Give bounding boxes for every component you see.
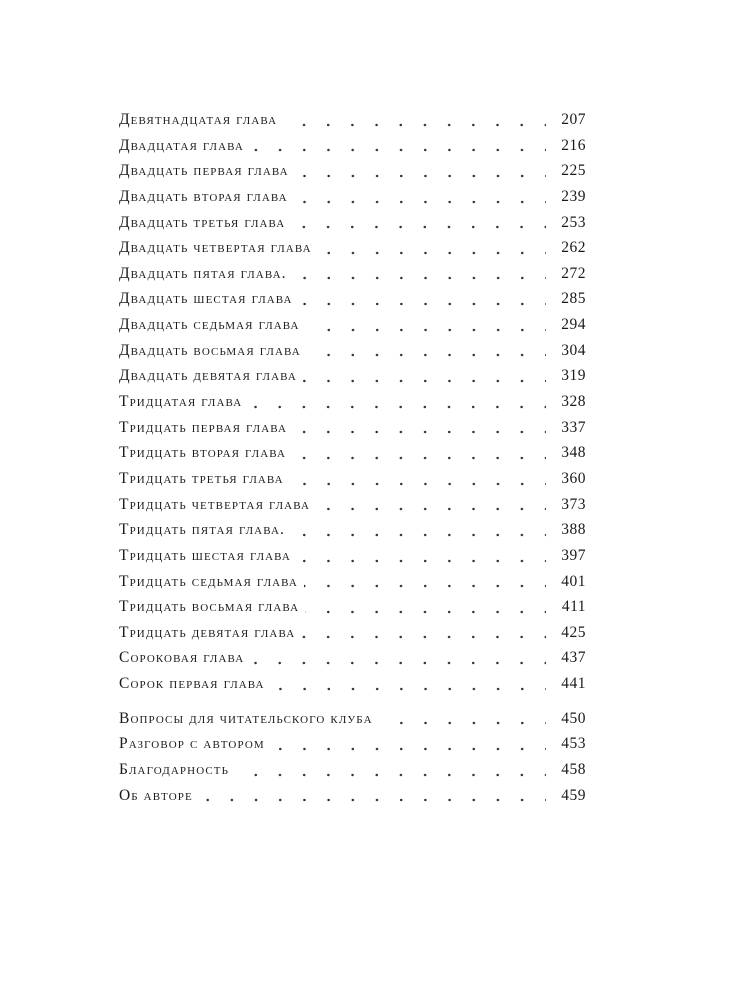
toc-entry — [119, 761, 586, 787]
dot-leader — [290, 480, 546, 488]
entry-title: Тридцать пятая глава. — [119, 521, 285, 539]
dot-leader — [271, 745, 546, 753]
toc-entry — [119, 342, 586, 368]
dot-leader — [318, 249, 546, 257]
dot-leader — [294, 198, 546, 206]
entry-title: Девятнадцатая глава — [119, 111, 278, 128]
entry-title: Тридцать первая глава — [119, 418, 288, 436]
entry-title: Двадцать первая глава — [119, 162, 289, 180]
dot-leader — [199, 796, 546, 804]
entry-page-number: 388 — [561, 521, 586, 539]
toc-entry — [119, 470, 586, 496]
dot-leader — [304, 582, 546, 590]
toc-entry — [119, 521, 586, 547]
back-matter-list — [119, 710, 586, 813]
toc-entry — [119, 393, 586, 419]
dot-leader — [291, 223, 546, 231]
dot-leader — [303, 377, 546, 385]
toc-entry — [119, 239, 586, 265]
dot-leader — [250, 146, 546, 154]
dot-leader — [307, 351, 546, 359]
entry-page-number: 411 — [561, 598, 586, 616]
entry-page-number: 437 — [561, 649, 586, 667]
entry-page-number: 458 — [561, 761, 586, 779]
entry-page-number: 453 — [561, 735, 586, 753]
entry-title: Тридцать девятая глава — [119, 623, 296, 641]
dot-leader — [306, 326, 546, 334]
dot-leader — [305, 608, 546, 616]
dot-leader — [291, 531, 546, 539]
toc-entry — [119, 649, 586, 675]
entry-page-number: 360 — [561, 469, 586, 487]
dot-leader — [293, 428, 546, 436]
entry-page-number: 319 — [561, 367, 586, 385]
dot-leader — [316, 505, 546, 513]
entry-page-number: 239 — [561, 187, 586, 205]
toc-entry — [119, 675, 586, 701]
toc-entry — [119, 547, 586, 573]
dot-leader — [293, 274, 546, 282]
table-of-contents — [119, 111, 586, 812]
entry-title: Благодарность — [119, 761, 230, 779]
entry-page-number: 441 — [561, 675, 586, 693]
dot-leader — [297, 557, 546, 565]
toc-entry — [119, 316, 586, 342]
dot-leader — [295, 172, 546, 180]
dot-leader — [299, 300, 546, 308]
dot-leader — [292, 454, 546, 462]
entry-title: Тридцать седьмая глава — [119, 572, 298, 590]
entry-page-number: 262 — [561, 239, 586, 257]
toc-entry — [119, 787, 586, 813]
toc-entry — [119, 598, 586, 624]
entry-title: Сороковая глава — [119, 649, 245, 667]
chapters-list — [119, 111, 586, 701]
dot-leader — [301, 633, 546, 641]
toc-entry — [119, 735, 586, 761]
entry-title: Двадцатая глава — [119, 136, 244, 154]
entry-title: Тридцатая глава — [119, 393, 243, 411]
entry-page-number: 459 — [561, 786, 586, 804]
dot-leader — [379, 719, 546, 727]
entry-page-number: 373 — [561, 495, 586, 513]
entry-title: Двадцать шестая глава — [119, 290, 293, 308]
toc-entry — [119, 624, 586, 650]
dot-leader — [248, 403, 546, 411]
entry-title: Двадцать девятая глава — [119, 367, 297, 385]
entry-page-number: 225 — [561, 162, 586, 180]
entry-title: Двадцать пятая глава. — [119, 264, 287, 282]
entry-page-number: 272 — [561, 264, 586, 282]
toc-entry — [119, 214, 586, 240]
dot-leader — [235, 771, 546, 779]
entry-page-number: 337 — [561, 418, 586, 436]
dot-leader — [271, 685, 546, 693]
entry-page-number: 304 — [561, 341, 586, 359]
toc-entry — [119, 188, 586, 214]
entry-title: Тридцать шестая глава — [119, 546, 291, 564]
entry-title: Тридцать восьмая глава — [119, 598, 300, 616]
toc-entry — [119, 265, 586, 291]
entry-title: Двадцать седьмая глава — [119, 316, 300, 334]
entry-title: Двадцать восьмая глава — [119, 341, 301, 359]
entry-page-number: 397 — [561, 546, 586, 564]
toc-entry — [119, 290, 586, 316]
toc-entry — [119, 367, 586, 393]
entry-title: Вопросы для читательского клуба — [119, 709, 373, 727]
entry-page-number: 425 — [561, 623, 586, 641]
toc-entry — [119, 162, 586, 188]
toc-entry — [119, 710, 586, 736]
entry-page-number: 285 — [561, 290, 586, 308]
entry-page-number: 328 — [561, 393, 586, 411]
toc-entry — [119, 444, 586, 470]
entry-title: Двадцать вторая глава — [119, 187, 288, 205]
entry-page-number: 207 — [561, 111, 586, 128]
toc-entry — [119, 111, 586, 137]
entry-page-number: 294 — [561, 316, 586, 334]
entry-page-number: 216 — [561, 136, 586, 154]
toc-entry — [119, 137, 586, 163]
entry-title: Двадцать третья глава — [119, 213, 286, 231]
entry-page-number: 450 — [561, 709, 586, 727]
entry-title: Двадцать четвертая глава — [119, 239, 312, 257]
entry-title: Тридцать вторая глава — [119, 444, 287, 462]
entry-title: Об авторе — [119, 786, 193, 804]
entry-title: Тридцать четвертая глава — [119, 495, 311, 513]
entry-title: Разговор с автором — [119, 735, 265, 753]
toc-entry — [119, 573, 586, 599]
entry-page-number: 401 — [561, 572, 586, 590]
toc-entry — [119, 496, 586, 522]
entry-title: Тридцать третья глава — [119, 469, 284, 487]
dot-leader — [250, 659, 546, 667]
entry-page-number: 253 — [561, 213, 586, 231]
dot-leader — [283, 121, 546, 129]
toc-entry — [119, 419, 586, 445]
entry-page-number: 348 — [561, 444, 586, 462]
entry-title: Сорок первая глава — [119, 675, 265, 693]
